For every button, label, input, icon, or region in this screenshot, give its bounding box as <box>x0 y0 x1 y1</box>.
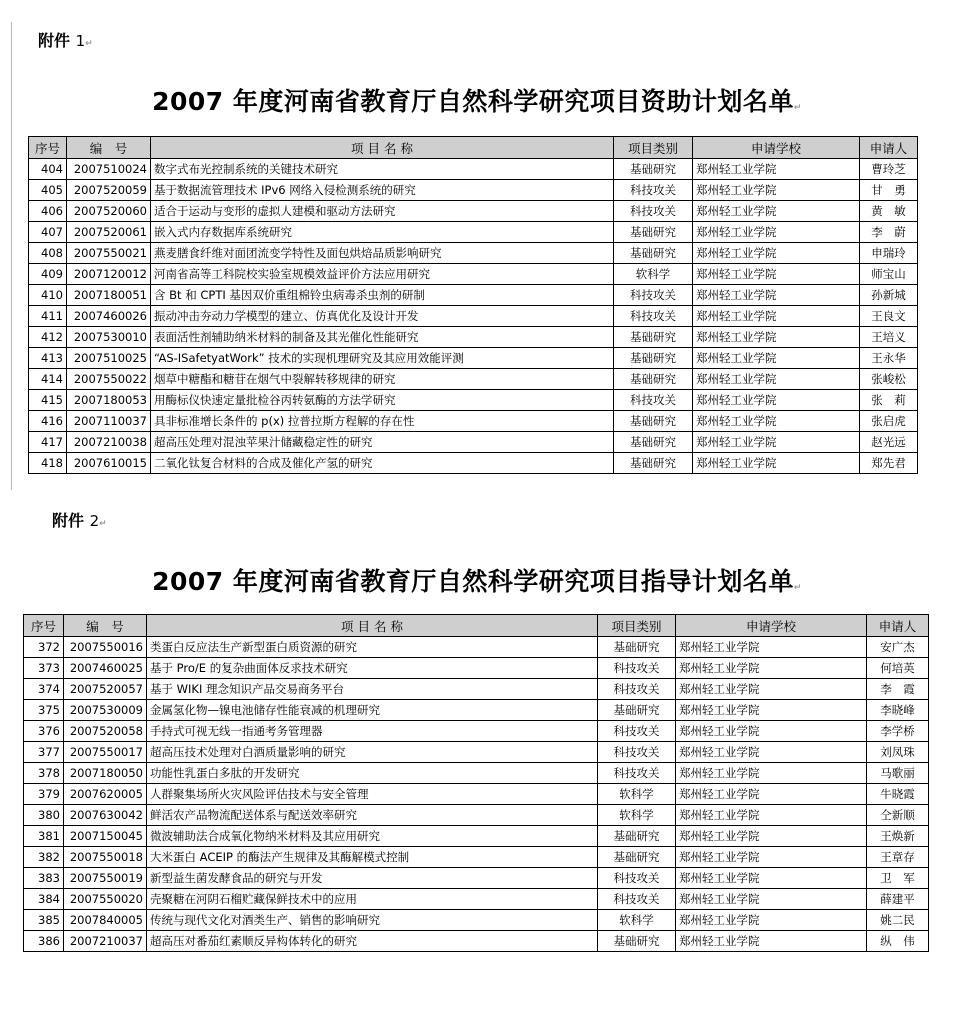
project-name-cell: 表面活性剂辅助纳米材料的制备及其光催化性能研究 <box>151 327 614 348</box>
school-cell: 郑州轻工业学院 <box>693 369 860 390</box>
code-cell: 2007630042 <box>64 805 147 826</box>
applicant-cell: 李 霞 <box>867 679 929 700</box>
seq-cell: 406 <box>29 201 67 222</box>
header-school: 申请学校 <box>676 615 867 637</box>
table-row <box>24 910 929 931</box>
applicant-cell: 李 蔚 <box>860 222 918 243</box>
header-category: 项目类别 <box>598 615 676 637</box>
seq-cell: 375 <box>24 700 64 721</box>
applicant-cell: 张启虎 <box>860 411 918 432</box>
project-name-cell: 用酶标仪快速定量批检谷丙转氨酶的方法学研究 <box>151 390 614 411</box>
seq-cell: 373 <box>24 658 64 679</box>
category-cell: 基础研究 <box>598 847 676 868</box>
annex2-title-text: 2007 年度河南省教育厅自然科学研究项目指导计划名单 <box>152 567 794 596</box>
project-name-cell: 燕麦膳食纤维对面团流变学特性及面包烘焙品质影响研究 <box>151 243 614 264</box>
school-cell: 郑州轻工业学院 <box>693 390 860 411</box>
seq-cell: 380 <box>24 805 64 826</box>
applicant-cell: 曹玲芝 <box>860 159 918 180</box>
project-name-cell: 人群聚集场所火灾风险评估技术与安全管理 <box>147 784 598 805</box>
project-name-cell: 基于数据流管理技术 IPv6 网络入侵检测系统的研究 <box>151 180 614 201</box>
header-seq: 序号 <box>29 137 67 159</box>
applicant-cell: 卫 军 <box>867 868 929 889</box>
header-school: 申请学校 <box>693 137 860 159</box>
project-name-cell: 超高压对番茄红素顺反异构体转化的研究 <box>147 931 598 952</box>
school-cell: 郑州轻工业学院 <box>693 180 860 201</box>
category-cell: 科技攻关 <box>598 742 676 763</box>
seq-cell: 382 <box>24 847 64 868</box>
seq-cell: 415 <box>29 390 67 411</box>
table-row <box>24 637 929 658</box>
category-cell: 科技攻关 <box>614 306 693 327</box>
category-cell: 基础研究 <box>598 931 676 952</box>
code-cell: 2007530010 <box>67 327 151 348</box>
seq-cell: 386 <box>24 931 64 952</box>
applicant-cell: 赵光远 <box>860 432 918 453</box>
category-cell: 基础研究 <box>614 348 693 369</box>
code-cell: 2007520057 <box>64 679 147 700</box>
code-cell: 2007520060 <box>67 201 151 222</box>
seq-cell: 410 <box>29 285 67 306</box>
category-cell: 科技攻关 <box>598 763 676 784</box>
applicant-cell: 孙新城 <box>860 285 918 306</box>
table-row <box>29 453 918 474</box>
applicant-cell: 仝新顺 <box>867 805 929 826</box>
applicant-cell: 师宝山 <box>860 264 918 285</box>
applicant-cell: 李晓峰 <box>867 700 929 721</box>
table-row <box>29 411 918 432</box>
seq-cell: 372 <box>24 637 64 658</box>
code-cell: 2007110037 <box>67 411 151 432</box>
code-cell: 2007620005 <box>64 784 147 805</box>
table-row <box>29 390 918 411</box>
table-row <box>24 847 929 868</box>
applicant-cell: 薛建平 <box>867 889 929 910</box>
category-cell: 科技攻关 <box>614 180 693 201</box>
project-name-cell: 适合于运动与变形的虚拟人建模和驱动方法研究 <box>151 201 614 222</box>
table-row <box>24 805 929 826</box>
category-cell: 软科学 <box>614 264 693 285</box>
code-cell: 2007550021 <box>67 243 151 264</box>
code-cell: 2007510024 <box>67 159 151 180</box>
school-cell: 郑州轻工业学院 <box>676 721 867 742</box>
seq-cell: 377 <box>24 742 64 763</box>
table-row <box>24 763 929 784</box>
project-name-cell: 手持式可视无线一指通考务管理器 <box>147 721 598 742</box>
project-name-cell: 大米蛋白 ACEIP 的酶法产生规律及其酶解模式控制 <box>147 847 598 868</box>
annex1-label-text: 附件 <box>38 31 71 50</box>
table-row <box>24 784 929 805</box>
table-row <box>29 159 918 180</box>
table-row <box>24 931 929 952</box>
table-row <box>29 369 918 390</box>
school-cell: 郑州轻工业学院 <box>676 931 867 952</box>
school-cell: 郑州轻工业学院 <box>693 159 860 180</box>
table-row <box>24 679 929 700</box>
seq-cell: 409 <box>29 264 67 285</box>
code-cell: 2007530009 <box>64 700 147 721</box>
school-cell: 郑州轻工业学院 <box>676 868 867 889</box>
code-cell: 2007150045 <box>64 826 147 847</box>
school-cell: 郑州轻工业学院 <box>693 432 860 453</box>
category-cell: 科技攻关 <box>614 201 693 222</box>
seq-cell: 381 <box>24 826 64 847</box>
seq-cell: 408 <box>29 243 67 264</box>
table-row <box>29 306 918 327</box>
seq-cell: 404 <box>29 159 67 180</box>
code-cell: 2007460026 <box>67 306 151 327</box>
annex1-number: 1 <box>75 32 86 50</box>
school-cell: 郑州轻工业学院 <box>676 910 867 931</box>
applicant-cell: 王焕新 <box>867 826 929 847</box>
code-cell: 2007520061 <box>67 222 151 243</box>
category-cell: 科技攻关 <box>614 285 693 306</box>
applicant-cell: 甘 勇 <box>860 180 918 201</box>
applicant-cell: 王培义 <box>860 327 918 348</box>
code-cell: 2007550022 <box>67 369 151 390</box>
annex1-title: 2007 年度河南省教育厅自然科学研究项目资助计划名单↵ <box>152 87 802 116</box>
category-cell: 基础研究 <box>614 432 693 453</box>
applicant-cell: 刘凤珠 <box>867 742 929 763</box>
category-cell: 基础研究 <box>614 159 693 180</box>
seq-cell: 383 <box>24 868 64 889</box>
applicant-cell: 王永华 <box>860 348 918 369</box>
header-code: 编 号 <box>64 615 147 637</box>
applicant-cell: 姚二民 <box>867 910 929 931</box>
annex1-header-row <box>29 137 918 159</box>
code-cell: 2007520059 <box>67 180 151 201</box>
applicant-cell: 王良文 <box>860 306 918 327</box>
applicant-cell: 李学桥 <box>867 721 929 742</box>
seq-cell: 414 <box>29 369 67 390</box>
code-cell: 2007550017 <box>64 742 147 763</box>
applicant-cell: 王章存 <box>867 847 929 868</box>
school-cell: 郑州轻工业学院 <box>693 285 860 306</box>
category-cell: 基础研究 <box>598 700 676 721</box>
code-cell: 2007120012 <box>67 264 151 285</box>
project-name-cell: 基于 Pro/E 的复杂曲面体反求技术研究 <box>147 658 598 679</box>
table-row <box>24 742 929 763</box>
code-cell: 2007510025 <box>67 348 151 369</box>
seq-cell: 379 <box>24 784 64 805</box>
table-row <box>29 201 918 222</box>
annex2-number: 2 <box>89 512 100 530</box>
project-name-cell: 新型益生菌发酵食品的研究与开发 <box>147 868 598 889</box>
annex1-title-text: 2007 年度河南省教育厅自然科学研究项目资助计划名单 <box>152 87 794 116</box>
annex1-table <box>28 136 918 474</box>
school-cell: 郑州轻工业学院 <box>676 847 867 868</box>
table-row <box>24 658 929 679</box>
table-row <box>29 348 918 369</box>
category-cell: 科技攻关 <box>598 658 676 679</box>
seq-cell: 374 <box>24 679 64 700</box>
school-cell: 郑州轻工业学院 <box>676 805 867 826</box>
code-cell: 2007460025 <box>64 658 147 679</box>
category-cell: 软科学 <box>598 784 676 805</box>
seq-cell: 405 <box>29 180 67 201</box>
seq-cell: 411 <box>29 306 67 327</box>
table-row <box>24 826 929 847</box>
category-cell: 基础研究 <box>614 369 693 390</box>
school-cell: 郑州轻工业学院 <box>693 411 860 432</box>
school-cell: 郑州轻工业学院 <box>693 306 860 327</box>
category-cell: 科技攻关 <box>598 721 676 742</box>
table-row <box>29 222 918 243</box>
project-name-cell: 河南省高等工科院校实验室规模效益评价方法应用研究 <box>151 264 614 285</box>
table-row <box>29 264 918 285</box>
seq-cell: 378 <box>24 763 64 784</box>
annex2-header-row <box>24 615 929 637</box>
table-row <box>29 285 918 306</box>
applicant-cell: 纵 伟 <box>867 931 929 952</box>
category-cell: 科技攻关 <box>614 390 693 411</box>
project-name-cell: 壳聚糖在河阴石榴贮藏保鲜技术中的应用 <box>147 889 598 910</box>
project-name-cell: 金属氢化物—镍电池储存性能衰减的机理研究 <box>147 700 598 721</box>
project-name-cell: 烟草中糖酯和糖苷在烟气中裂解转移规律的研究 <box>151 369 614 390</box>
annex2-table <box>23 614 929 952</box>
code-cell: 2007550018 <box>64 847 147 868</box>
school-cell: 郑州轻工业学院 <box>676 679 867 700</box>
applicant-cell: 申瑞玲 <box>860 243 918 264</box>
table-row <box>24 868 929 889</box>
header-seq: 序号 <box>24 615 64 637</box>
school-cell: 郑州轻工业学院 <box>693 264 860 285</box>
annex2-label-text: 附件 <box>52 511 85 530</box>
school-cell: 郑州轻工业学院 <box>676 658 867 679</box>
table-row <box>24 721 929 742</box>
annex2-label: 附件 2↵ <box>52 511 107 530</box>
seq-cell: 407 <box>29 222 67 243</box>
header-category: 项目类别 <box>614 137 693 159</box>
applicant-cell: 何培英 <box>867 658 929 679</box>
table-row <box>29 180 918 201</box>
category-cell: 基础研究 <box>614 327 693 348</box>
project-name-cell: 功能性乳蛋白多肽的开发研究 <box>147 763 598 784</box>
school-cell: 郑州轻工业学院 <box>693 201 860 222</box>
header-project-name: 项 目 名 称 <box>147 615 598 637</box>
category-cell: 科技攻关 <box>598 679 676 700</box>
school-cell: 郑州轻工业学院 <box>693 348 860 369</box>
annex1-label: 附件 1↵ <box>38 31 93 50</box>
header-project-name: 项 目 名 称 <box>151 137 614 159</box>
table-row <box>29 243 918 264</box>
seq-cell: 417 <box>29 432 67 453</box>
seq-cell: 418 <box>29 453 67 474</box>
applicant-cell: 张峻松 <box>860 369 918 390</box>
project-name-cell: 二氧化钛复合材料的合成及催化产氢的研究 <box>151 453 614 474</box>
category-cell: 软科学 <box>598 805 676 826</box>
code-cell: 2007210038 <box>67 432 151 453</box>
annex1-table-body <box>29 159 918 474</box>
school-cell: 郑州轻工业学院 <box>676 889 867 910</box>
project-name-cell: 超高压技术处理对白酒质量影响的研究 <box>147 742 598 763</box>
table-row <box>29 327 918 348</box>
school-cell: 郑州轻工业学院 <box>676 700 867 721</box>
school-cell: 郑州轻工业学院 <box>676 637 867 658</box>
applicant-cell: 安广杰 <box>867 637 929 658</box>
project-name-cell: 鲜活农产品物流配送体系与配送效率研究 <box>147 805 598 826</box>
table-row <box>29 432 918 453</box>
school-cell: 郑州轻工业学院 <box>693 222 860 243</box>
code-cell: 2007840005 <box>64 910 147 931</box>
school-cell: 郑州轻工业学院 <box>693 453 860 474</box>
code-cell: 2007180050 <box>64 763 147 784</box>
seq-cell: 412 <box>29 327 67 348</box>
code-cell: 2007550019 <box>64 868 147 889</box>
code-cell: 2007550020 <box>64 889 147 910</box>
project-name-cell: 基于 WIKI 理念知识产品交易商务平台 <box>147 679 598 700</box>
code-cell: 2007520058 <box>64 721 147 742</box>
school-cell: 郑州轻工业学院 <box>676 763 867 784</box>
applicant-cell: 马歌丽 <box>867 763 929 784</box>
category-cell: 基础研究 <box>614 411 693 432</box>
category-cell: 基础研究 <box>614 222 693 243</box>
project-name-cell: “AS-ISafetyatWork” 技术的实现机理研究及其应用效能评测 <box>151 348 614 369</box>
category-cell: 基础研究 <box>614 243 693 264</box>
annex2-title: 2007 年度河南省教育厅自然科学研究项目指导计划名单↵ <box>152 567 802 596</box>
code-cell: 2007550016 <box>64 637 147 658</box>
seq-cell: 385 <box>24 910 64 931</box>
annex2-table-body <box>24 637 929 952</box>
header-applicant: 申请人 <box>867 615 929 637</box>
project-name-cell: 超高压处理对混浊苹果汁储藏稳定性的研究 <box>151 432 614 453</box>
category-cell: 科技攻关 <box>598 868 676 889</box>
code-cell: 2007210037 <box>64 931 147 952</box>
school-cell: 郑州轻工业学院 <box>693 327 860 348</box>
project-name-cell: 含 Bt 和 CPTI 基因双价重组棉铃虫病毒杀虫剂的研制 <box>151 285 614 306</box>
applicant-cell: 张 莉 <box>860 390 918 411</box>
applicant-cell: 黄 敏 <box>860 201 918 222</box>
category-cell: 基础研究 <box>598 826 676 847</box>
school-cell: 郑州轻工业学院 <box>676 742 867 763</box>
category-cell: 基础研究 <box>598 637 676 658</box>
project-name-cell: 嵌入式内存数据库系统研究 <box>151 222 614 243</box>
project-name-cell: 类蛋白反应法生产新型蛋白质资源的研究 <box>147 637 598 658</box>
header-applicant: 申请人 <box>860 137 918 159</box>
header-code: 编 号 <box>67 137 151 159</box>
applicant-cell: 牛晓霞 <box>867 784 929 805</box>
school-cell: 郑州轻工业学院 <box>676 826 867 847</box>
project-name-cell: 振动冲击夯动力学模型的建立、仿真优化及设计开发 <box>151 306 614 327</box>
seq-cell: 376 <box>24 721 64 742</box>
applicant-cell: 郑先君 <box>860 453 918 474</box>
category-cell: 软科学 <box>598 910 676 931</box>
table-row <box>24 889 929 910</box>
category-cell: 科技攻关 <box>598 889 676 910</box>
table-row <box>24 700 929 721</box>
code-cell: 2007180053 <box>67 390 151 411</box>
project-name-cell: 微波辅助法合成氧化物纳米材料及其应用研究 <box>147 826 598 847</box>
project-name-cell: 具非标准增长条件的 p(x) 拉普拉斯方程解的存在性 <box>151 411 614 432</box>
seq-cell: 416 <box>29 411 67 432</box>
seq-cell: 384 <box>24 889 64 910</box>
project-name-cell: 数字式布光控制系统的关键技术研究 <box>151 159 614 180</box>
school-cell: 郑州轻工业学院 <box>693 243 860 264</box>
project-name-cell: 传统与现代文化对酒类生产、销售的影响研究 <box>147 910 598 931</box>
school-cell: 郑州轻工业学院 <box>676 784 867 805</box>
code-cell: 2007610015 <box>67 453 151 474</box>
code-cell: 2007180051 <box>67 285 151 306</box>
category-cell: 基础研究 <box>614 453 693 474</box>
seq-cell: 413 <box>29 348 67 369</box>
